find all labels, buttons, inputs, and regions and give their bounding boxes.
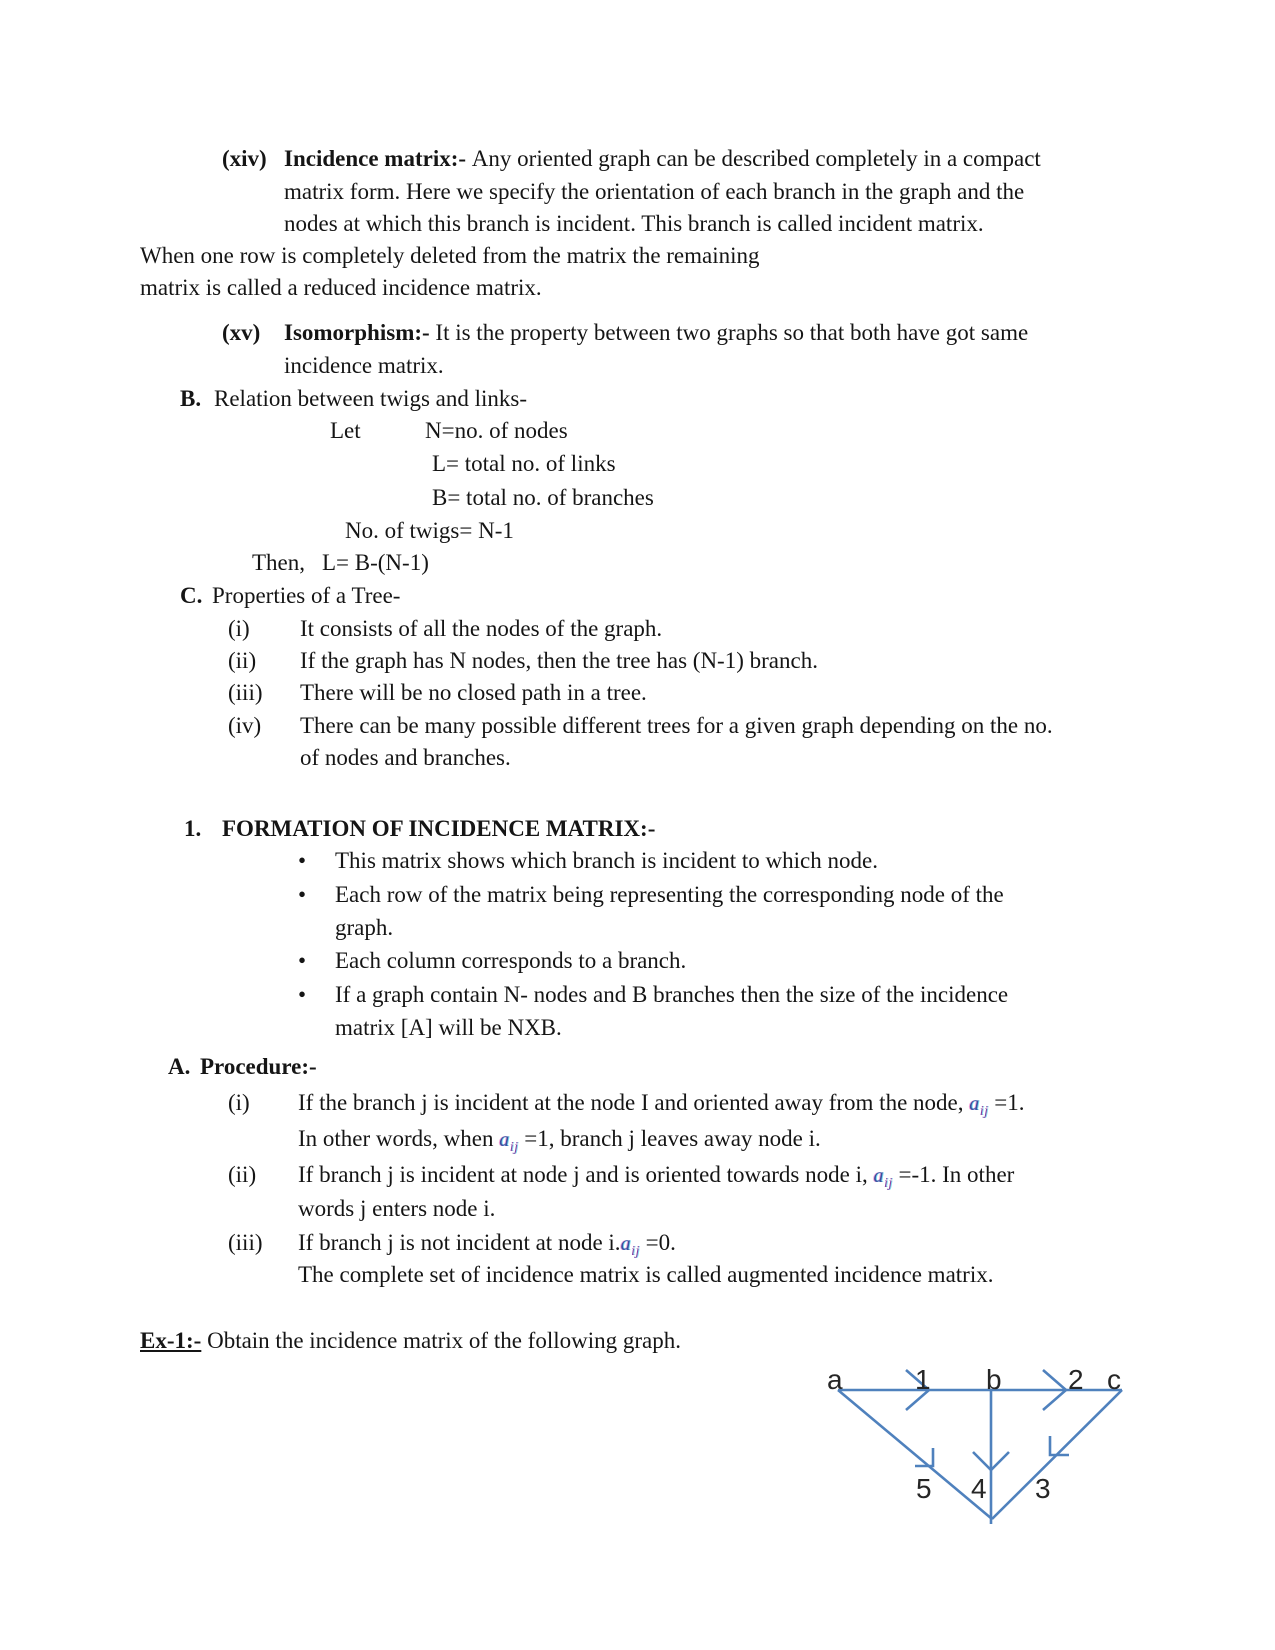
text-line bbox=[298, 1261, 993, 1288]
text-line bbox=[284, 210, 984, 237]
text-run: matrix form. Here we specify the orientation of each branch in the graph and the bbox=[284, 179, 1025, 204]
text-line bbox=[298, 947, 306, 974]
text-run-bold: Ex-1:- bbox=[140, 1328, 202, 1353]
text-run: matrix is called a reduced incidence matrix. bbox=[140, 275, 542, 300]
text-run: =1. bbox=[988, 1090, 1025, 1115]
text-line bbox=[298, 847, 306, 874]
equation-base: a bbox=[499, 1129, 510, 1151]
text-run: Properties of a Tree- bbox=[212, 583, 401, 608]
text-line bbox=[298, 1229, 676, 1265]
text-line bbox=[180, 385, 201, 412]
text-line bbox=[222, 145, 267, 172]
text-line bbox=[335, 881, 1004, 908]
text-line bbox=[214, 385, 527, 412]
text-line bbox=[228, 1089, 250, 1116]
text-line bbox=[432, 450, 616, 477]
equation-base: a bbox=[873, 1165, 884, 1187]
text-line bbox=[222, 319, 260, 346]
text-run-bold: 1. bbox=[184, 816, 202, 841]
graph-node-label-c: c bbox=[1107, 1364, 1121, 1395]
graph-branch-label-4: 4 bbox=[971, 1473, 987, 1504]
text-line bbox=[140, 242, 760, 269]
text-line bbox=[345, 517, 514, 544]
text-line bbox=[228, 1229, 263, 1256]
text-run: words j enters node i. bbox=[298, 1196, 496, 1221]
text-run: =0. bbox=[639, 1230, 676, 1255]
graph-node-label-a: a bbox=[827, 1364, 843, 1395]
text-run: Relation between twigs and links- bbox=[214, 386, 527, 411]
text-run: • bbox=[298, 948, 307, 973]
graph-node-label-b: b bbox=[986, 1364, 1002, 1395]
text-run: The complete set of incidence matrix is called augmented incidence matrix. bbox=[298, 1262, 994, 1287]
text-line bbox=[298, 1125, 821, 1161]
text-line bbox=[335, 847, 878, 874]
text-line bbox=[140, 274, 542, 301]
text-line bbox=[200, 1053, 317, 1080]
text-run: =1, branch j leaves away node i. bbox=[518, 1126, 821, 1151]
text-run: (iii) bbox=[228, 1230, 263, 1255]
graph-figure bbox=[780, 1350, 1180, 1570]
text-line bbox=[252, 549, 305, 576]
text-run-bold: A. bbox=[168, 1054, 191, 1079]
text-line bbox=[212, 582, 400, 609]
text-line bbox=[180, 582, 202, 609]
text-run: (ii) bbox=[228, 648, 257, 673]
text-run: • bbox=[298, 882, 307, 907]
text-run: If branch j is incident at node j and is oriented towards node i, bbox=[298, 1162, 874, 1187]
text-run-bold: Incidence matrix:- bbox=[284, 146, 472, 171]
text-run: Let bbox=[330, 418, 361, 443]
text-line bbox=[298, 1161, 1014, 1197]
text-line bbox=[335, 947, 686, 974]
text-line bbox=[228, 615, 250, 642]
text-run: • bbox=[298, 848, 307, 873]
text-run-bold: Procedure:- bbox=[200, 1054, 317, 1079]
text-run-bold: (xiv) bbox=[222, 146, 267, 171]
text-run: L= total no. of links bbox=[432, 451, 616, 476]
text-line bbox=[335, 1014, 562, 1041]
text-run: If a graph contain N- nodes and B branches then the size of the incidence bbox=[335, 982, 1009, 1007]
text-run: Each row of the matrix being representing the corresponding node of the bbox=[335, 882, 1004, 907]
text-line bbox=[140, 1327, 681, 1354]
text-line bbox=[284, 145, 1041, 172]
text-line bbox=[300, 615, 662, 642]
text-line bbox=[335, 981, 1008, 1008]
text-run: In other words, when bbox=[298, 1126, 500, 1151]
text-run: Obtain the incidence matrix of the following graph. bbox=[201, 1328, 681, 1353]
text-run: There can be many possible different trees for a given graph depending on the no. bbox=[300, 713, 1053, 738]
equation-subscript: ij bbox=[883, 1176, 893, 1191]
text-line bbox=[284, 319, 1028, 346]
text-run: (ii) bbox=[228, 1162, 257, 1187]
text-line bbox=[300, 647, 818, 674]
graph-branch-label-5: 5 bbox=[916, 1473, 932, 1504]
text-run: When one row is completely deleted from the matrix the remaining bbox=[140, 243, 760, 268]
text-line bbox=[298, 1195, 495, 1222]
text-line bbox=[284, 178, 1024, 205]
text-line bbox=[184, 815, 201, 842]
text-run: It consists of all the nodes of the graph. bbox=[300, 616, 663, 641]
text-run: (iv) bbox=[228, 713, 262, 738]
text-line bbox=[330, 417, 361, 444]
text-line bbox=[425, 417, 568, 444]
text-line bbox=[228, 647, 256, 674]
text-line bbox=[432, 484, 654, 511]
equation-subscript: ij bbox=[979, 1104, 989, 1119]
equation-a-ij bbox=[499, 1129, 519, 1155]
text-line bbox=[284, 352, 444, 379]
text-run: incidence matrix. bbox=[284, 353, 444, 378]
equation-a-ij bbox=[620, 1233, 640, 1259]
text-line bbox=[222, 815, 655, 842]
equation-a-ij bbox=[873, 1165, 893, 1191]
text-line bbox=[322, 549, 429, 576]
equation-base: a bbox=[620, 1233, 632, 1255]
graph-branch-label-3: 3 bbox=[1035, 1473, 1051, 1504]
text-run-bold: (xv) bbox=[222, 320, 261, 345]
text-run: N=no. of nodes bbox=[425, 418, 568, 443]
equation-subscript: ij bbox=[509, 1140, 519, 1155]
text-line bbox=[300, 712, 1053, 739]
text-run: matrix [A] will be NXB. bbox=[335, 1015, 562, 1040]
text-run-bold: Isomorphism:- bbox=[284, 320, 436, 345]
text-run: There will be no closed path in a tree. bbox=[300, 680, 647, 705]
text-run: If the graph has N nodes, then the tree has (N-1) branch. bbox=[300, 648, 818, 673]
text-line bbox=[300, 679, 647, 706]
text-line bbox=[228, 712, 261, 739]
text-run: This matrix shows which branch is incident to which node. bbox=[335, 848, 878, 873]
text-run-bold: B. bbox=[180, 386, 202, 411]
graph-branch-label-1: 1 bbox=[915, 1364, 931, 1395]
text-run: It is the property between two graphs so that both have got same bbox=[435, 320, 1029, 345]
text-run-bold: C. bbox=[180, 583, 203, 608]
text-run: Any oriented graph can be described completely in a compact bbox=[471, 146, 1041, 171]
text-run-bold: FORMATION OF INCIDENCE MATRIX:- bbox=[222, 816, 656, 841]
text-run: B= total no. of branches bbox=[432, 485, 654, 510]
text-run: If branch j is not incident at node i. bbox=[298, 1230, 621, 1255]
text-run: (iii) bbox=[228, 680, 263, 705]
text-run: If the branch j is incident at the node I and oriented away from the node, bbox=[298, 1090, 970, 1115]
equation-a-ij bbox=[969, 1093, 989, 1119]
text-run: of nodes and branches. bbox=[300, 745, 511, 770]
text-run: nodes at which this branch is incident. This branch is called incident matrix. bbox=[284, 211, 984, 236]
text-run: Each column corresponds to a branch. bbox=[335, 948, 687, 973]
text-line bbox=[298, 1089, 1025, 1125]
text-run: • bbox=[298, 982, 307, 1007]
graph-branch-label-2: 2 bbox=[1068, 1364, 1084, 1395]
text-line bbox=[228, 679, 263, 706]
text-line bbox=[228, 1161, 256, 1188]
text-run: graph. bbox=[335, 915, 394, 940]
text-run: (i) bbox=[228, 1090, 250, 1115]
text-run: No. of twigs= N-1 bbox=[345, 518, 514, 543]
graph-edge-1 bbox=[838, 1390, 992, 1519]
text-run: L= B-(N-1) bbox=[322, 550, 429, 575]
text-run: Then, bbox=[252, 550, 306, 575]
text-line bbox=[300, 744, 511, 771]
text-line bbox=[168, 1053, 190, 1080]
text-line bbox=[335, 914, 393, 941]
text-run: =-1. In other bbox=[892, 1162, 1015, 1187]
equation-subscript: ij bbox=[631, 1244, 640, 1259]
text-run: (i) bbox=[228, 616, 250, 641]
equation-base: a bbox=[969, 1093, 980, 1115]
text-line bbox=[298, 981, 306, 1008]
text-line bbox=[298, 881, 306, 908]
